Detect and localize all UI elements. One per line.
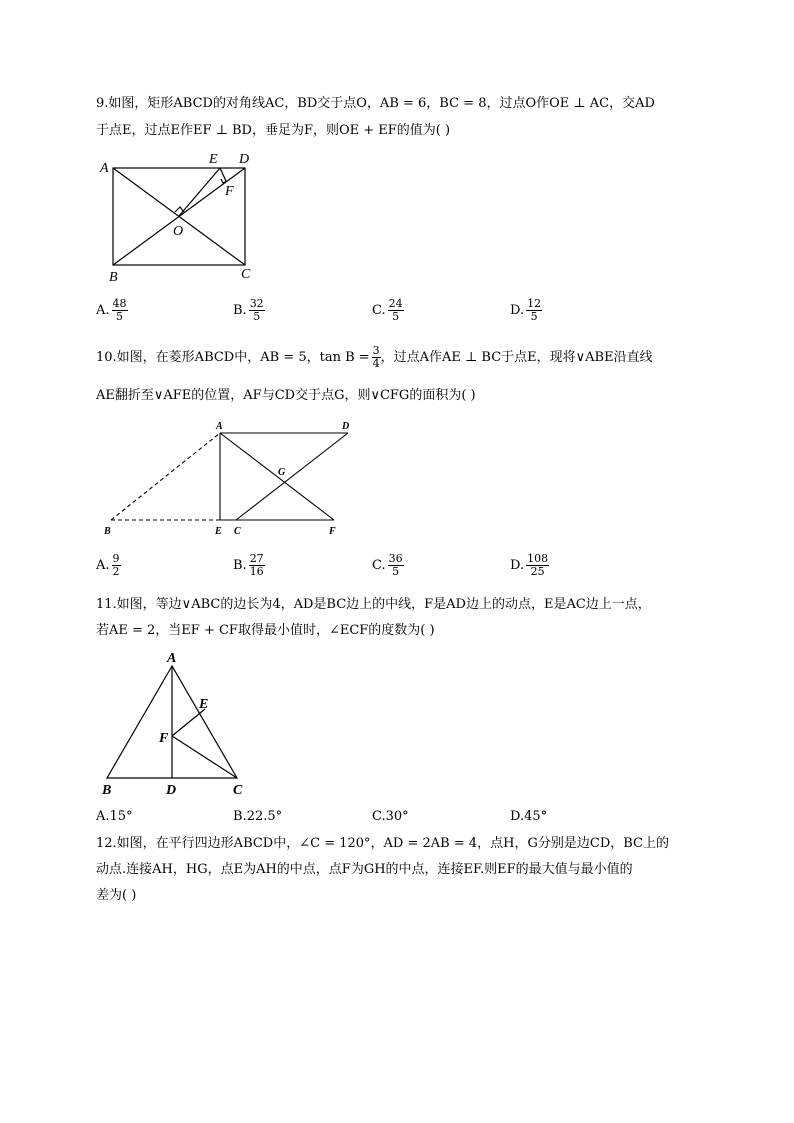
q12-stem-line3: 差为( )	[96, 888, 137, 903]
q11-stem-line2: 若AE = 2，当EF + CF取得最小值时，∠ECF的度数为( )	[96, 623, 435, 638]
q10-stem-line1-part2: ，过点A作AE ⊥ BC于点E，现将∨ABE沿直线	[380, 350, 653, 365]
q12-stem-line1: 12.如图，在平行四边形ABCD中，∠C = 120°，AD = 2AB = 4，点H，G分别是边CD，BC上的	[96, 836, 669, 851]
q11-label-f: F	[159, 731, 169, 746]
q10-option-a-letter: A.	[96, 558, 110, 573]
q10-option-c-num: 36	[388, 552, 403, 565]
q10-option-d-letter: D.	[510, 558, 525, 573]
q9-option-b-letter: B.	[233, 303, 247, 318]
q9-option-a-letter: A.	[96, 303, 110, 318]
q10-option-c-den: 5	[392, 565, 400, 578]
q9-option-d[interactable]	[510, 298, 542, 323]
q10-stem-line2: AE翻折至∨AFE的位置，AF与CD交于点G，则∨CFG的面积为( )	[96, 388, 476, 403]
q9-option-b-num: 32	[249, 297, 264, 310]
q10-option-d-den: 25	[530, 565, 545, 578]
q9-option-a-num: 48	[112, 297, 127, 310]
q10-stem-line1	[96, 345, 653, 370]
q12-stem-line2: 动点.连接AH，HG，点E为AH的中点，点F为GH的中点，连接EF.则EF的最大值与最小值的	[96, 862, 633, 877]
q10-label-d: D	[342, 421, 350, 432]
q9-option-d-num: 12	[527, 297, 542, 310]
q9-option-c-den: 5	[392, 310, 400, 323]
q11-segment-fe	[172, 709, 205, 736]
q9-label-f: F	[225, 184, 234, 199]
q10-option-c[interactable]	[372, 553, 404, 578]
q9-option-b[interactable]	[233, 298, 265, 323]
q10-dashed-ab	[111, 433, 220, 520]
q11-stem-line1: 11.如图，等边∨ABC的边长为4，AD是BC边上的中线，F是AD边上的动点，E是AC边上一点，	[96, 597, 651, 612]
q9-stem-line1: 9.如图，矩形ABCD的对角线AC，BD交于点O，AB = 6，BC = 8，过点O作OE ⊥ AC，交AD	[96, 96, 655, 111]
q11-option-c-text: 30°	[385, 809, 409, 824]
q10-tan-num: 3	[372, 344, 380, 357]
q11-option-b-letter: B.	[233, 809, 247, 824]
q9-right-angle-o	[175, 207, 184, 212]
q10-tan-den: 4	[372, 357, 380, 370]
q10-option-a-den: 2	[112, 565, 120, 578]
q11-option-b-text: 22.5°	[246, 809, 283, 824]
q11-label-c: C	[233, 783, 243, 798]
q9-label-e: E	[209, 152, 218, 167]
q11-option-c[interactable]	[372, 809, 409, 824]
q10-option-b-letter: B.	[233, 558, 247, 573]
q10-option-c-letter: C.	[372, 558, 386, 573]
q10-label-b: B	[104, 526, 111, 537]
q11-option-d-text: 45°	[524, 809, 548, 824]
q9-option-a[interactable]	[96, 298, 128, 323]
q10-label-c: C	[234, 526, 241, 537]
q10-label-g: G	[278, 467, 286, 478]
q11-label-b: B	[102, 783, 112, 798]
q11-label-d: D	[166, 783, 177, 798]
q11-option-a-letter: A.	[96, 809, 110, 824]
q9-stem-line2: 于点E，过点E作EF ⊥ BD，垂足为F，则OE + EF的值为( )	[96, 123, 451, 138]
q11-label-a: A	[167, 651, 177, 666]
q10-label-a: A	[216, 421, 223, 432]
q10-label-e: E	[215, 526, 222, 537]
q9-label-d: D	[239, 152, 250, 167]
q9-option-b-den: 5	[253, 310, 261, 323]
q11-option-d-letter: D.	[510, 809, 525, 824]
q9-option-c-num: 24	[388, 297, 403, 310]
q9-option-d-den: 5	[530, 310, 538, 323]
q10-option-d-num: 108	[527, 552, 549, 565]
q11-option-a-text: 15°	[109, 809, 133, 824]
q10-segment-af	[220, 433, 334, 520]
q11-option-c-letter: C.	[372, 809, 386, 824]
q10-option-b-num: 27	[249, 552, 264, 565]
q9-option-c[interactable]	[372, 298, 404, 323]
q9-segment-oe	[179, 168, 220, 216]
q9-option-d-letter: D.	[510, 303, 525, 318]
q9-rectangle-figure	[96, 150, 266, 285]
q9-label-a: A	[100, 161, 109, 176]
q11-segment-fc	[172, 736, 237, 778]
q10-option-a[interactable]	[96, 553, 121, 578]
q9-label-b: B	[109, 270, 118, 285]
q10-option-d[interactable]	[510, 553, 549, 578]
q10-side-cd	[236, 433, 348, 520]
q11-triangle-figure	[96, 648, 266, 803]
q11-option-b[interactable]	[233, 809, 282, 824]
q10-rhombus-figure	[96, 415, 366, 540]
q11-option-d[interactable]	[510, 809, 547, 824]
q9-option-c-letter: C.	[372, 303, 386, 318]
q10-stem-line1-part1: 10.如图，在菱形ABCD中，AB = 5，tan B =	[96, 350, 370, 365]
q10-option-b[interactable]	[233, 553, 265, 578]
q10-option-b-den: 16	[249, 565, 264, 578]
q11-label-e: E	[199, 697, 209, 712]
q9-label-c: C	[241, 267, 251, 282]
q10-option-a-num: 9	[112, 552, 120, 565]
q9-option-a-den: 5	[116, 310, 124, 323]
q11-option-a[interactable]	[96, 809, 133, 824]
q10-label-f: F	[329, 526, 336, 537]
q9-label-o: O	[173, 224, 184, 239]
